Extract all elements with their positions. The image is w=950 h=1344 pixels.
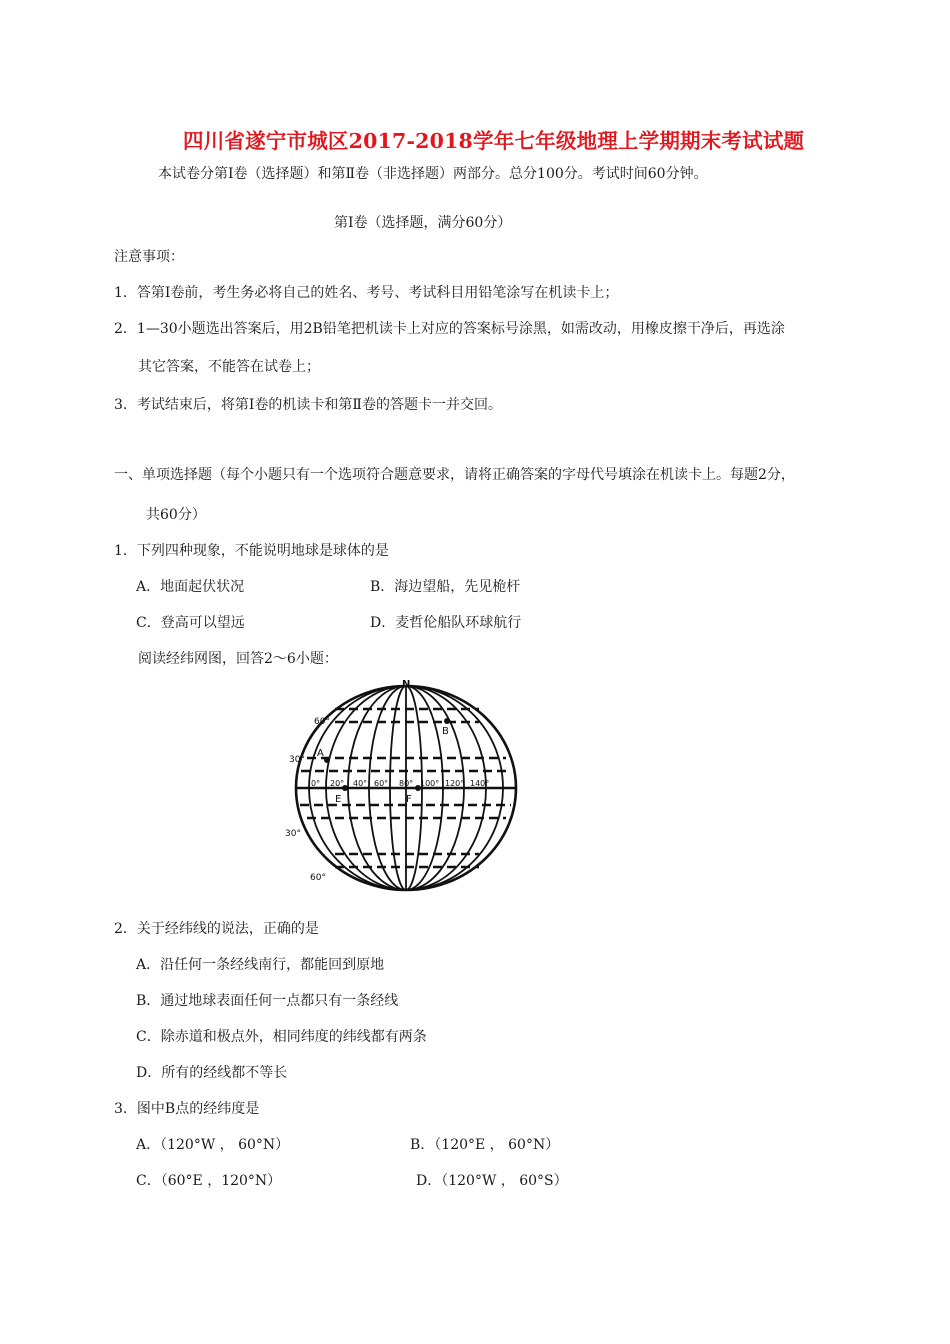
notice-item-2: 2．1—30小题选出答案后，用2B铅笔把机读卡上对应的答案标号涂黑，如需改动，用橡皮擦干净后，再选涂: [114, 321, 785, 337]
point-b-marker: [444, 718, 450, 724]
lat-label-60s: 60°: [310, 873, 326, 883]
point-f-label: F: [406, 794, 412, 805]
q2-option-c: C．除赤道和极点外，相同纬度的纬线都有两条: [136, 1029, 427, 1045]
q2-option-b: B．通过地球表面任何一点都只有一条经线: [136, 993, 399, 1009]
lat-label-30s: 30°: [285, 829, 301, 839]
lon-label-140: 140°: [470, 779, 490, 788]
q1-stem: 1．下列四种现象，不能说明地球是球体的是: [114, 543, 389, 559]
q1-option-c: C．登高可以望远: [136, 615, 245, 631]
lat-long-grid-figure: [280, 676, 530, 902]
q1-option-a: A．地面起伏状况: [136, 579, 245, 595]
q2-stem: 2．关于经纬线的说法，正确的是: [114, 921, 319, 937]
q3-option-a: A．（120°W ， 60°N）: [136, 1137, 290, 1153]
section1-instructions: 一、单项选择题（每个小题只有一个选项符合题意要求，请将正确答案的字母代号填涂在机读卡上。每题2分，: [114, 467, 795, 483]
q3-option-c: C．（60°E ，120°N）: [136, 1173, 282, 1189]
q3-option-b: B．（120°E ， 60°N）: [410, 1137, 560, 1153]
q3-stem: 3．图中B点的经纬度是: [114, 1101, 260, 1117]
section1-instructions-cont: 共60分）: [146, 507, 206, 523]
lat-label-60n: 60°: [314, 717, 330, 727]
exam-title: 四川省遂宁市城区2017-2018学年七年级地理上学期期末考试试题: [183, 129, 805, 153]
north-label: N: [402, 679, 411, 690]
notice-item-1: 1．答第Ⅰ卷前，考生务必将自己的姓名、考号、考试科目用铅笔涂写在机读卡上；: [114, 285, 619, 301]
lat-label-30n: 30°: [289, 755, 305, 765]
notice-item-2-cont: 其它答案，不能答在试卷上；: [138, 359, 320, 375]
lon-label-40: 40°: [353, 779, 368, 788]
notice-heading: 注意事项：: [114, 249, 184, 265]
exam-intro: 本试卷分第Ⅰ卷（选择题）和第Ⅱ卷（非选择题）两部分。总分100分。考试时间60分钟。: [158, 166, 708, 182]
point-b-label: B: [442, 726, 449, 737]
lon-label-100: 100°: [420, 779, 440, 788]
point-a-marker: [324, 757, 330, 763]
q2-option-d: D．所有的经线都不等长: [136, 1065, 288, 1081]
q3-option-d: D．（120°W ， 60°S）: [416, 1173, 568, 1189]
point-e-label: E: [335, 794, 342, 805]
q1-option-d: D．麦哲伦船队环球航行: [370, 615, 522, 631]
notice-item-3: 3．考试结束后，将第Ⅰ卷的机读卡和第Ⅱ卷的答题卡一并交回。: [114, 397, 502, 413]
lon-label-20: 20°: [330, 779, 345, 788]
part1-heading: 第Ⅰ卷（选择题，满分60分）: [334, 215, 512, 231]
q2-option-a: A．沿任何一条经线南行，都能回到原地: [136, 957, 385, 973]
lon-label-120: 120°: [445, 779, 465, 788]
lon-label-0: 0°: [311, 779, 321, 788]
lon-label-60: 60°: [374, 779, 389, 788]
read-prompt: 阅读经纬网图，回答2～6小题：: [138, 651, 338, 667]
point-a-label: A: [317, 748, 324, 759]
q1-option-b: B．海边望船，先见桅杆: [370, 579, 521, 595]
lon-label-80: 80°: [399, 779, 414, 788]
